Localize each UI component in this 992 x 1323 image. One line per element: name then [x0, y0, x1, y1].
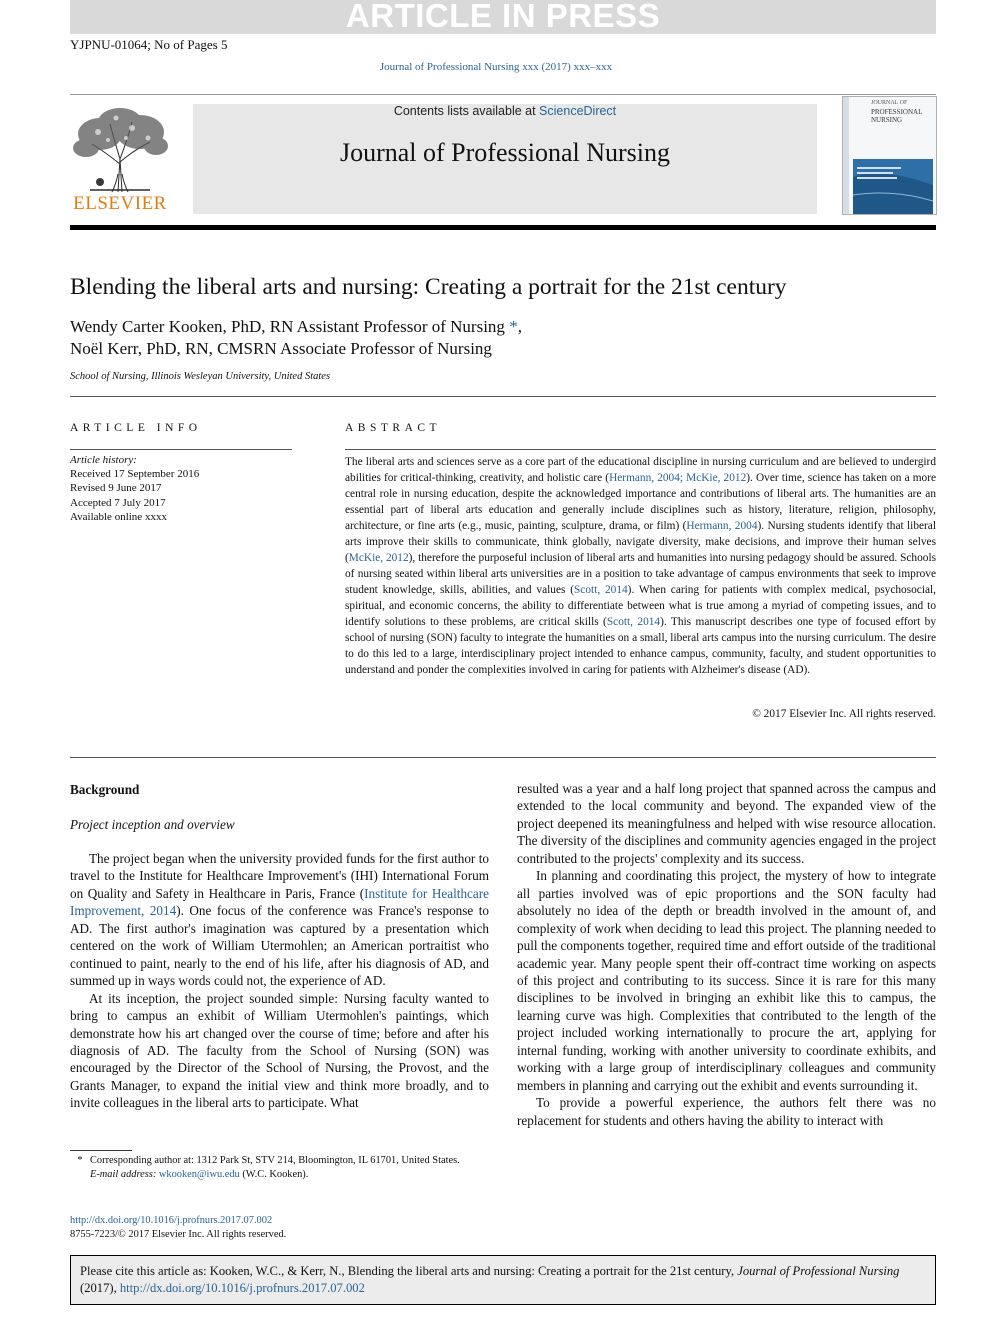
footnote-rule — [70, 1150, 132, 1151]
citation-link[interactable]: Institute for Healthcare Improvement, 2014 — [70, 885, 489, 919]
received-date: Received 17 September 2016 — [70, 468, 200, 480]
abstract-sentence: ). This manuscript describes one type of focused effort by school of nursing (SON) faculty to integrate the humanities on a small, liberal arts campus into the nursing curriculum. The desire to do this led to a large, interdisciplinary project intended to enhance campus, community, faculty, and student opportunities to understand and ponder the complexities involved in caring for patients with Alzheimer's disease (AD). — [345, 616, 936, 676]
citation-year: (2017), — [80, 1281, 120, 1295]
citation-link[interactable]: Scott, 2014 — [606, 616, 661, 628]
citation-prefix: Please cite this article as: Kooken, W.C., & Kerr, N., Blending the liberal arts and nursing: Creating a portrait for the 21st century, — [80, 1264, 738, 1278]
press-label: ARTICLE IN PRESS — [345, 0, 661, 34]
divider — [70, 757, 936, 758]
issn-copyright: 8755-7223/© 2017 Elsevier Inc. All rights reserved. — [70, 1229, 287, 1240]
online-date: Available online xxxx — [70, 511, 167, 523]
contents-available-line — [193, 104, 817, 118]
author-2: Noël Kerr, PhD, RN, CMSRN Associate Professor of Nursing — [70, 339, 492, 358]
accepted-date: Accepted 7 July 2017 — [70, 497, 166, 509]
cover-title: PROFESSIONAL NURSING — [871, 108, 923, 124]
masthead-bottom-rule — [70, 225, 936, 230]
tree-icon — [70, 104, 170, 194]
manuscript-id: YJPNU-01064; No of Pages 5 — [70, 37, 228, 52]
footnote-text: Corresponding author at: 1312 Park St, STV 214, Bloomington, IL 61701, United States. — [90, 1155, 460, 1166]
citation-link[interactable]: McKie, 2012 — [348, 552, 409, 564]
citation-link[interactable]: Hermann, 2004; McKie, 2012 — [609, 472, 747, 484]
sciencedirect-link[interactable]: ScienceDirect — [539, 104, 617, 118]
corresponding-author-mark[interactable]: * — [509, 317, 518, 336]
divider — [345, 449, 936, 450]
author-1-comma: , — [517, 317, 522, 336]
right-column — [517, 780, 936, 1129]
footnote-mark: * — [77, 1155, 83, 1166]
affiliation: School of Nursing, Illinois Wesleyan University, United States — [70, 371, 331, 382]
email-link[interactable]: wkooken@iwu.edu — [158, 1169, 240, 1180]
paragraph — [70, 850, 489, 990]
citation-doi-link[interactable]: http://dx.doi.org/10.1016/j.profnurs.2017.07.002 — [119, 1281, 365, 1295]
journal-reference-link[interactable]: Journal of Professional Nursing xxx (2017) xxx–xxx — [379, 61, 613, 73]
left-column — [70, 850, 489, 1112]
history-label: Article history: — [70, 454, 137, 466]
subsection-heading: Project inception and overview — [70, 817, 235, 832]
citation-text — [80, 1263, 928, 1297]
abstract-text — [345, 454, 936, 678]
footnote-email — [90, 1169, 308, 1180]
abstract-sentence: ). Over time, science has taken on a more central role in nursing education, despite the acknowledged importance and contributions of liberal arts. The humanities are an essential part of liberal arts education and generally include disciplines such as history, literature, religion, philosophy, architecture, or fine arts (e.g., music, painting, sculpture, drama, or film) ( — [345, 472, 937, 532]
footnote-corresponding — [70, 1155, 460, 1166]
article-title: Blending the liberal arts and nursing: Creating a portrait for the 21st century — [70, 274, 787, 300]
divider — [70, 449, 292, 450]
citation-link[interactable]: Scott, 2014 — [574, 584, 628, 596]
paragraph: To provide a powerful experience, the authors felt there was no replacement for students and others having the ability to interact with — [517, 1095, 936, 1128]
paragraph-text: ). One focus of the conference was France's response to AD. The first author's imagination was captured by a presentation which centered on the work of William Utermohlen; an American portraitist who continued to paint, nearly to the end of his life, after his diagnosis of AD, and summed up in ways words could not, the experience of AD. — [70, 903, 489, 989]
abstract-sentence: The liberal arts and sciences serve as a core part of the educational discipline in nursing curriculum and are believed to undergird abilities for critical-thinking, creativity, and holistic care ( — [345, 456, 936, 484]
journal-cover-thumbnail[interactable] — [842, 96, 937, 215]
citation-link[interactable]: Hermann, 2004 — [686, 520, 758, 532]
paragraph: resulted was a year and a half long project that spanned across the campus and extended to the local community and beyond. The expanded view of the project deepened its meaningfulness and helped with wise resource allocation. The diversity of the disciplines and community agencies engaged in the project contributed to the projects' complexity and its success. — [517, 781, 936, 866]
divider — [70, 396, 936, 397]
abstract-sentence: ). When caring for patients with complex medical, psychosocial, spiritual, and economic concerns, the ability to differentiate between what is true among a myriad of competing issues, and to identify solutions to these problems, are critical skills ( — [345, 584, 936, 628]
cover-series: JOURNAL OF — [871, 100, 908, 106]
masthead-top-rule — [70, 94, 936, 95]
abstract-copyright: © 2017 Elsevier Inc. All rights reserved. — [752, 708, 936, 720]
paragraph: At its inception, the project sounded simple: Nursing faculty wanted to bring to campus an exhibit of William Utermohlen's paintings, which demonstrate how his art changed over the course of time; before and after his diagnosis of AD. The faculty from the School of Nursing (SON) was encouraged by the Director of the School of Nursing, the Provost, and the Grants Manager, to expand the initial view and think more broadly, and to invite colleagues in the liberal arts to participate. What — [70, 990, 489, 1111]
article-info-heading: ARTICLE INFO — [70, 422, 202, 434]
author-1-name: Wendy Carter Kooken, PhD, RN Assistant Professor of Nursing — [70, 317, 510, 336]
abstract-sentence: ). Nursing students identify that liberal arts improve their skills to communicate, think globally, navigate diversity, make decisions, and improve their human selves ( — [345, 520, 936, 564]
abstract-heading: ABSTRACT — [345, 422, 442, 434]
author-1 — [70, 317, 522, 337]
elsevier-wordmark: ELSEVIER — [73, 193, 167, 214]
journal-title: Journal of Professional Nursing — [339, 138, 670, 167]
doi-link[interactable]: http://dx.doi.org/10.1016/j.profnurs.2017.07.002 — [70, 1215, 273, 1226]
section-heading: Background — [70, 782, 140, 797]
email-suffix: (W.C. Kooken). — [239, 1169, 309, 1180]
paragraph: In planning and coordinating this project, the mystery of how to integrate all parties involved was of epic proportions and the SON faculty had absolutely no idea of the depth or breadth involved in the amount of, and complexity of work when deciding to lead this project. The planning needed to pull the components together, required time and effort outside of the traditional academic year. Many people spent their off-contract time working on aspects of this project and contributing to its success. Since it is rare for this many disciplines to be involved in bringing an exhibit like this to campus, the learning curve was high. Complexities that contributed to the length of the project included working internationally to procure the art, applying for internal funding, working with another university to coordinate exhibits, and working with a large group of interdisciplinary colleagues and community members in planning and carrying out the exhibit and events surrounding it. — [517, 868, 936, 1093]
citation-journal: Journal of Professional Nursing — [737, 1264, 900, 1278]
abstract-sentence: ), therefore the purposeful inclusion of liberal arts and humanities into nursing pedagogy should be assured. Schools of nursing seated within liberal arts universities are in a position to take advantage of campus environments that seek to improve student knowledge, skills, abilities, and values ( — [345, 552, 937, 596]
email-label: E-mail address: — [90, 1169, 159, 1180]
paragraph-text: The project began when the university provided funds for the first author to travel to the Institute for Healthcare Improvement's (IHI) International Forum on Quality and Safety in Healthcare in Paris, France ( — [70, 851, 489, 901]
revised-date: Revised 9 June 2017 — [70, 482, 162, 494]
contents-prefix: Contents lists available at — [393, 104, 540, 118]
